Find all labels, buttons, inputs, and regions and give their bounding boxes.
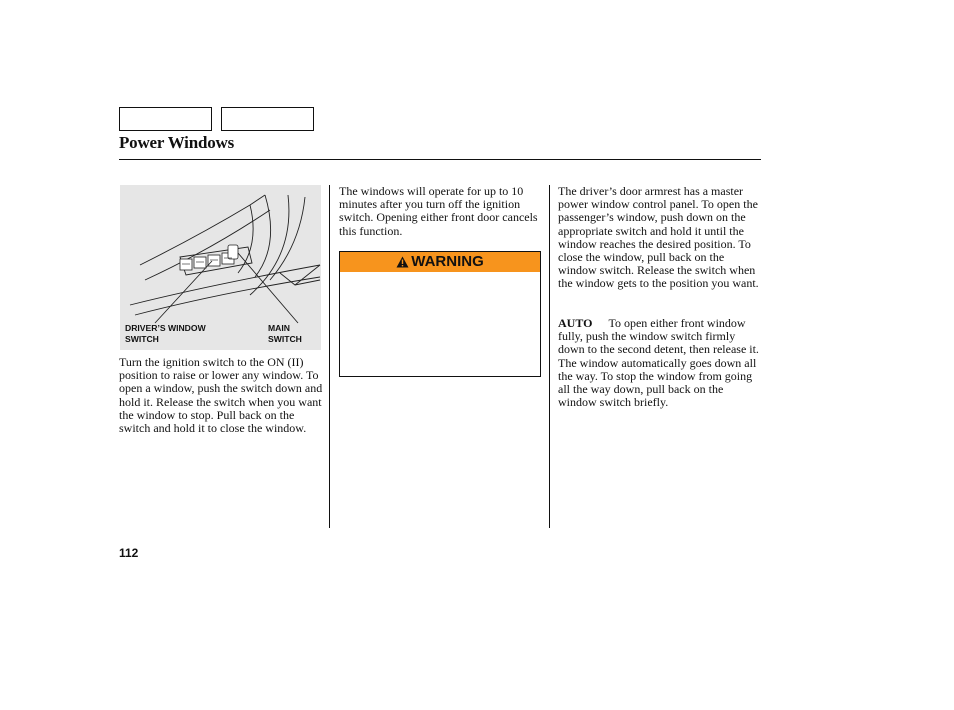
section-tab-1: [119, 107, 212, 131]
main-switch-label: MAIN SWITCH: [268, 323, 302, 344]
title-rule: [119, 159, 761, 160]
auto-label: AUTO: [558, 316, 593, 330]
warning-title: WARNING: [411, 253, 484, 270]
page-title: Power Windows: [119, 133, 235, 152]
warning-header: [340, 252, 540, 272]
auto-text: To open either front window fully, push the window switch firmly down to the second detent, then release it. The window automatically goes down all the way. To stop the window from going all the way down, pull back on the window switch briefly.: [558, 316, 759, 410]
section-tab-2: [221, 107, 314, 131]
column-divider-2: [549, 185, 550, 528]
warning-triangle-icon: [396, 256, 409, 268]
column-divider-1: [329, 185, 330, 528]
column1-paragraph: Turn the ignition switch to the ON (II) position to raise or lower any window. To open a window, push the switch down and hold it. Release the switch when you want the window to stop. Pull back on the switch and hold it to close the window.: [119, 355, 323, 436]
auto-paragraph: [558, 317, 764, 409]
drivers-window-switch-label: DRIVER’S WINDOW SWITCH: [125, 323, 206, 344]
warning-box: [339, 251, 541, 377]
column3-paragraph: The driver’s door armrest has a master power window control panel. To open the passenger’s window, push down on the appropriate switch and hold it until the window reaches the desired position. To close the window, pull back on the window switch. Release the switch when the window gets to the position you want.: [558, 184, 759, 291]
column2-paragraph: The windows will operate for up to 10 minutes after you turn off the ignition switch. Opening either front door cancels this function.: [339, 184, 538, 238]
page-number: 112: [119, 546, 139, 560]
window-switch-illustration: [120, 185, 321, 350]
